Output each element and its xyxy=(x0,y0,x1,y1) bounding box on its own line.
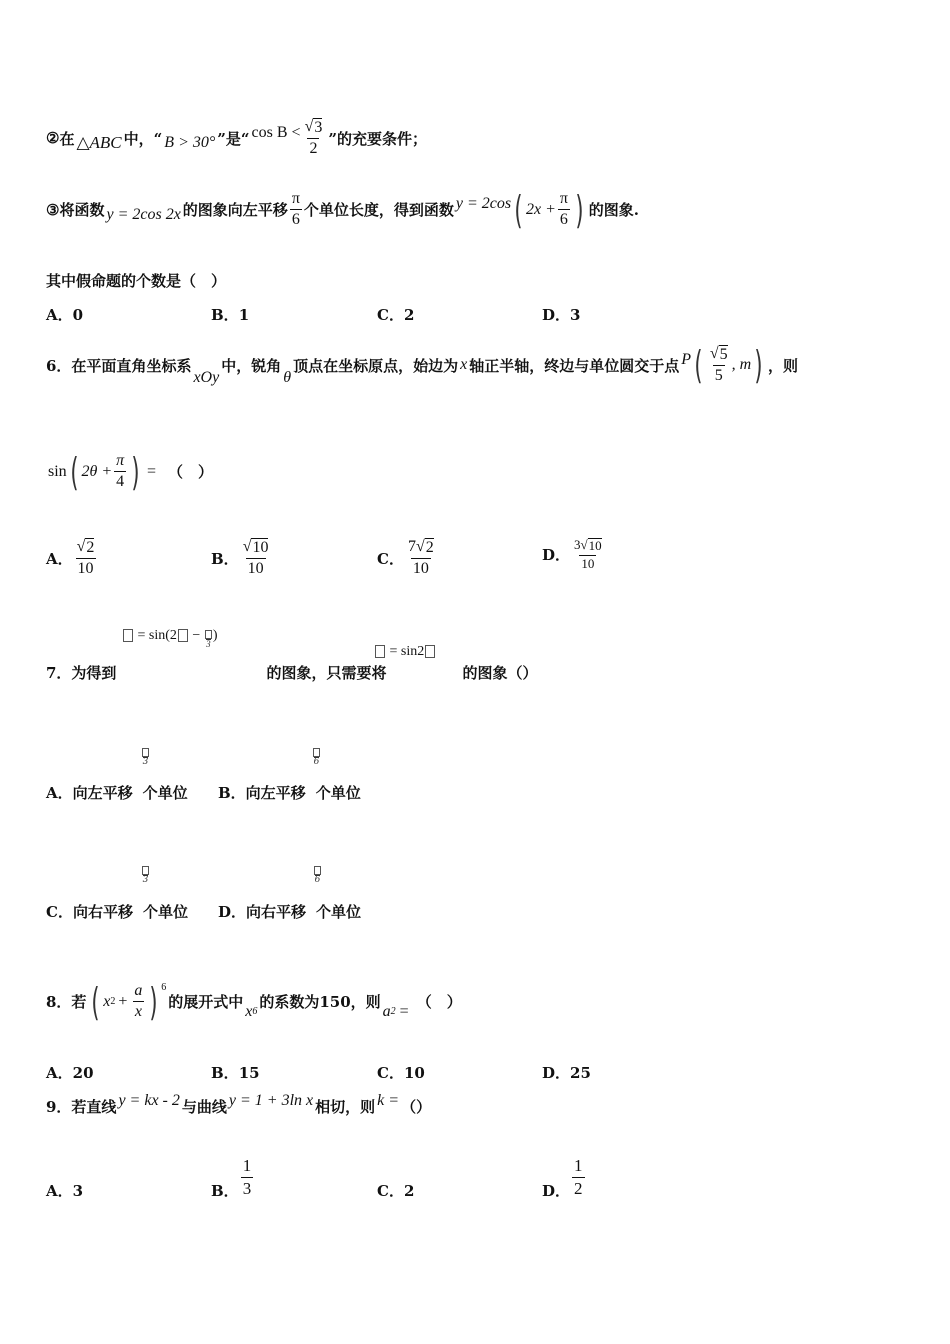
q7-option-c[interactable]: C．向右平移 个单位 xyxy=(46,903,188,921)
question-5-stem: 其中假命题的个数是（ ） xyxy=(46,272,227,290)
q9-option-d[interactable]: D． $\frac{1}{2}$ xyxy=(542,1156,583,1200)
k-variable: k = xyxy=(377,1091,400,1109)
a-squared: a 2 = xyxy=(382,1002,409,1020)
function-y-2cos2x: y = 2cos 2x xyxy=(106,205,181,223)
question-9-stem: 9．若直线 y = kx - 2 与曲线 y = 1 + 3ln x 相切，则 k = （） xyxy=(46,1091,432,1116)
question-6-stem: 6．在平面直角坐标系 xOy 中，锐角 θ 顶点在坐标原点，始边为 x 轴正半轴，终边与单位圆交于点 P ( √ 5 5 , m ) ，则 xyxy=(46,343,799,387)
q7-option-a[interactable]: A．向左平移 个单位 xyxy=(46,784,188,802)
curve-equation: y = 1 + 3ln x xyxy=(228,1091,314,1109)
line-equation: y = kx - 2 xyxy=(118,1091,180,1109)
circled-3-marker: ③ xyxy=(46,200,60,219)
binomial-expression: ( x 2 + $\frac{a}{x}$ ) 6 xyxy=(91,979,167,1024)
q6-option-a[interactable]: A． √ 2 10 xyxy=(46,538,95,578)
q7-b-fraction: 6 xyxy=(312,748,321,768)
condition-b-gt-30: B > 30° xyxy=(164,134,216,152)
q9-option-b[interactable]: B． $\frac{1}{3}$ xyxy=(211,1156,252,1200)
q5-option-b[interactable]: B． 1 xyxy=(211,305,250,324)
term-x6: x 6 xyxy=(245,1002,258,1020)
circled-2-marker: ② xyxy=(46,129,60,148)
q6-option-c[interactable]: C． 7 √ 2 10 xyxy=(377,538,434,578)
condition-cos-b: cos B < √ 3 2 xyxy=(251,118,323,158)
q6-option-d[interactable]: D． 3 √ 10 10 xyxy=(542,537,602,571)
q5-option-a[interactable]: A． 0 xyxy=(46,305,84,324)
question-6-expression: sin ( 2θ + $\frac{\pi}{4}$ ) = （ ） xyxy=(48,449,214,494)
coordinate-system: xOy xyxy=(193,369,220,386)
q6-option-b[interactable]: B． √ 10 10 xyxy=(211,538,269,578)
q7-target-function: = sin(2 − 3 ) xyxy=(122,628,217,650)
q9-option-c[interactable]: C． 2 xyxy=(377,1181,415,1200)
angle-theta: θ xyxy=(283,369,292,386)
statement-3: ③ 将函数 y = 2cos 2x 的图象向左平移 $\frac{\pi}{6}$ 个单位长度，得到函数 y = 2cos ( 2x + $\frac{\pi}{6}$ ) 的图象. xyxy=(46,187,640,232)
q7-c-fraction: 3 xyxy=(141,866,150,886)
q8-option-a[interactable]: A． 20 xyxy=(46,1063,94,1082)
q7-option-d[interactable]: D．向右平移 个单位 xyxy=(218,903,362,921)
q7-a-fraction: 3 xyxy=(141,748,150,768)
statement-2: ② 在 △ABC 中，“ B > 30° ”是“ cos B < √ 3 2 ”的充要条件； xyxy=(46,118,427,158)
shift-pi-over-6: $\frac{\pi}{6}$ xyxy=(291,190,300,229)
function-shifted: y = 2cos ( 2x + $\frac{\pi}{6}$ ) xyxy=(455,187,584,232)
q9-option-a[interactable]: A． 3 xyxy=(46,1181,84,1200)
question-7-stem: 7．为得到 的图象，只需要将 的图象（） xyxy=(46,664,538,682)
question-8-stem: 8．若 ( x 2 + $\frac{a}{x}$ ) 6 的展开式中 x 6 的系数为150，则 a 2 = （ ） xyxy=(46,979,462,1024)
q8-option-d[interactable]: D． 25 xyxy=(542,1063,591,1082)
q8-option-c[interactable]: C． 10 xyxy=(377,1063,425,1082)
q5-option-d[interactable]: D． 3 xyxy=(542,305,581,324)
point-p: P ( √ 5 5 , m ) xyxy=(681,343,763,387)
q7-option-b[interactable]: B．向左平移 个单位 xyxy=(218,784,361,802)
q7-source-function: = sin2 xyxy=(374,644,436,660)
q5-option-c[interactable]: C． 2 xyxy=(377,305,415,324)
triangle-abc: △ABC xyxy=(76,133,122,153)
q7-d-fraction: 6 xyxy=(313,866,322,886)
q8-option-b[interactable]: B． 15 xyxy=(211,1063,260,1082)
